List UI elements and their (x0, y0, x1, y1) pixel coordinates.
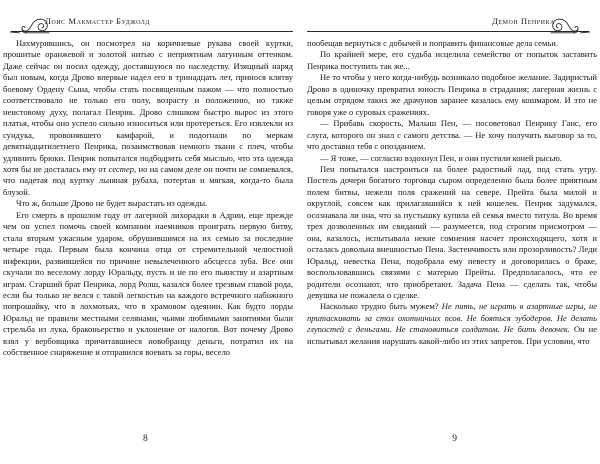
paragraph-text: Насколько трудно быть мужем? Не пить, не играть в азартные игры, не притаскивать за стол охотничьих псов. Не бояться зубодеров. Не делать глупостей с деньгами. Не становиться солдатом. Не бить девочек. Он не испытывал желания нарушать какой-либо из этих запретов. При условии, что (307, 301, 597, 346)
paragraph (3, 198, 293, 209)
paragraph-text: Не то чтобы у него когда-нибудь возникало подобное желание. Задиристый Дрово в одиночку превратил юность Пенрика в страдания; лагерная жизнь с целым отрядом таких же драчунов заранее казалась ему кошмаром. И это не говоря уже о суровых сражениях. (307, 72, 597, 117)
paragraph-text: Его смерть в прошлом году от лагерной лихорадки в Адрии, еще прежде чем он успел помочь своей компании наемников проиграть первую битву, стала вторым ужасным ударом, обрушившимся на их семью за последние четыре года. Первым была кончина отца от стремительной челюстной инфекции, развившейся по причине невылеченного абсцесса зуба. Все они скучали по веселому лорду Юральду, пусть и не по его пьянству и азартным играм. Старший брат Пенрика, лорд Ролш, казался более трезвым главой рода, если бы только не велся с такой легкостью на каждого встречного набожного попрошайку, что в лохмотьях, что в храмовом одеянии. Как будто лорды Юральд не правили местными селянами, чьими любимыми занятиями были стрельба из лука, браконьерство и уклонение от налогов. Вот почему Дрово взял у вербовщика причитавшиеся новобранцу деньги, потратил их на собственное снаряжение и отправился воевать за горы, весело (3, 209, 293, 358)
page-number: 8 (143, 434, 148, 444)
right-page-running-head (307, 7, 597, 35)
dialogue-paragraph (307, 118, 597, 152)
paragraph (307, 49, 597, 72)
paragraph (307, 72, 597, 118)
paragraph-continuation (307, 38, 597, 49)
left-page-text-column (3, 35, 293, 426)
left-page-running-head (3, 7, 293, 35)
right-page (300, 0, 600, 464)
running-head-author: Лоис Макмастер Буджолд (45, 16, 150, 27)
header-rule (307, 31, 589, 32)
paragraph-text: — Я тоже, — согласно вздохнул Пен, и они пустили коней рысью. (320, 152, 562, 163)
header-rule (11, 31, 293, 32)
paragraph (3, 38, 293, 198)
left-page-folio (3, 426, 293, 464)
paragraph-text: пообещав вернуться с добычей и поправить финансовые дела семьи. (307, 38, 558, 48)
paragraph-text: Что ж, больше Дрово не будет вырастать из одежды. (16, 198, 208, 209)
paragraph-text: По крайней мере, его судьба исцелила семейство от попыток заставить Пенрика поступить так же... (307, 49, 597, 71)
paragraph-text: Пен попытался настроиться на более радостный лад, под стать утру. Постель дочери богатого торговца сыром определенно была более приятным полем битвы, нежели поля сражений на севере. Прейта была милой и округлой, совсем как прилагавшийся к ней кошелек. Пенрик задумался, осознавала ли она, что за пустышку купила ей семья вместо титула. Во время трех дозволенных им свиданий — разумеется, под строгим присмотром — она, казалось, испытывала некие сомнения насчет происходящего, хотя и осталась довольна внешностью Пена. Застенчивость или прозорливость? Леди Юральд, невестка Пена, подобрала ему невесту и договорилась о браке, воспользовавшись связями с матерью Прейты. Предполагалось, что ее родители осознают, что приобретают. Задача Пена — сделать так, чтобы девушка не пожалела о сделке. (307, 163, 597, 300)
paragraph (307, 164, 597, 301)
running-head-title: Демон Пенрика (491, 16, 555, 27)
paragraph-text: Нахмурившись, он посмотрел на коричневые рукава своей куртки, прошитые оранжевой и золотой нитью с неприятным латунным оттенком. Даже сейчас он носил одежду, доставшуюся по наследству. Изящный наряд был новым, когда Дрово впервые надел его в тринадцать лет, принося клятву боевому Ордену Сына, чтобы стать посвященным пажом — что полностью соответствовало не только его полу, возрасту и положению, но также неистовому духу, полагал Пенрик. Дрово слишком быстро вырос из этого платья, чтобы оно успело сильно износиться или протереться. Его извлекли из сундука, провонявшего камфарой, и подогнали по меркам девятнадцатилетнего Пенрика, позаимствовав немного ткани с плеч, чтобы удлинить брюки. Пенрик попытался подбодрить себя мыслью, что эта одежда хотя бы не досталась ему от сестер, но на самом деле он почти не сомневался, что надетая под куртку льняная рубаха, потертая и мягкая, когда-то была блузой. (3, 38, 294, 197)
paragraph-with-italics (307, 301, 597, 347)
paragraph (3, 210, 293, 359)
right-page-text-column (307, 35, 597, 426)
paragraph-text: — Прибавь скорость, Малыш Пен, — посоветовал Пенрику Ганс, его слуга, которого он знал с самого детства. — Не хочу получить выговор за то, что доставил тебя с опозданием. (307, 118, 597, 152)
page-number: 9 (452, 434, 457, 444)
dialogue-paragraph (307, 153, 597, 164)
right-page-folio (307, 426, 597, 464)
